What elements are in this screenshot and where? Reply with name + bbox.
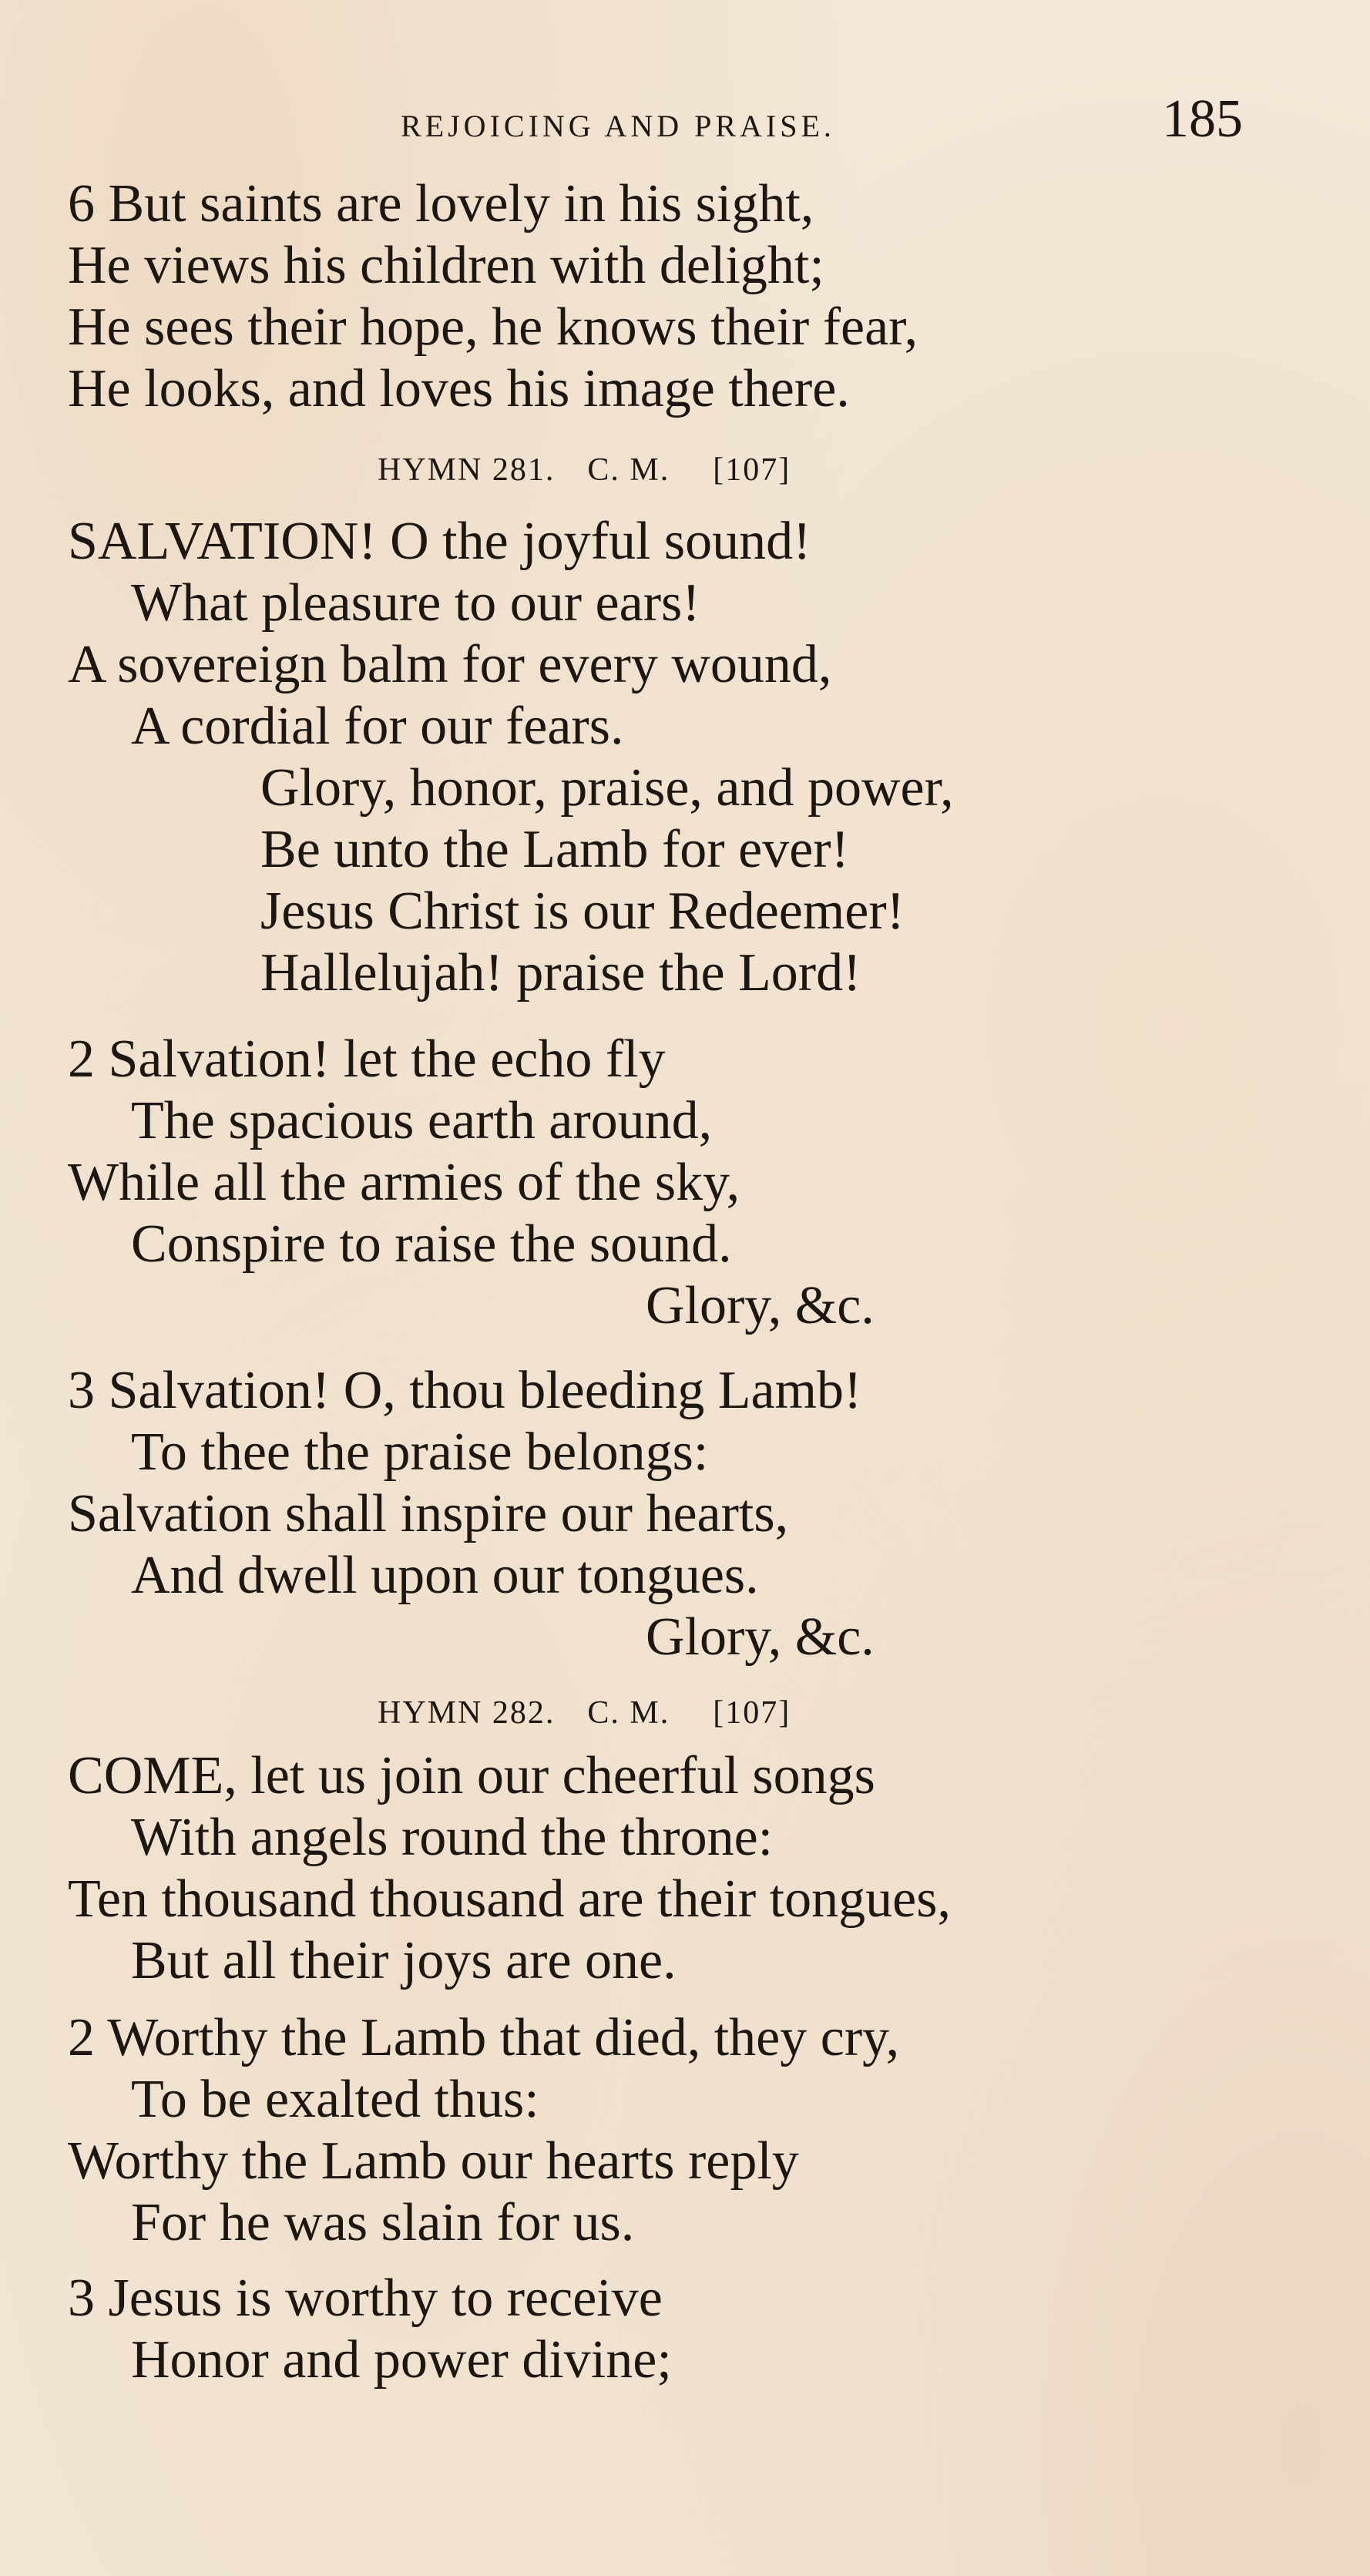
verse-line: While all the armies of the sky, bbox=[68, 1153, 740, 1212]
verse-line: To thee the praise belongs: bbox=[131, 1422, 709, 1482]
refrain-line: Glory, &c. bbox=[646, 1607, 875, 1667]
refrain-line: Glory, &c. bbox=[646, 1276, 875, 1335]
verse-line: 3 Jesus is worthy to receive bbox=[68, 2269, 663, 2328]
verse-line: What pleasure to our ears! bbox=[131, 573, 700, 633]
verse-line: He sees their hope, he knows their fear, bbox=[68, 297, 918, 357]
chorus-line: Hallelujah! praise the Lord! bbox=[260, 943, 861, 1003]
chorus-line: Be unto the Lamb for ever! bbox=[260, 820, 849, 879]
page-number: 185 bbox=[1162, 89, 1243, 149]
chorus-line: Jesus Christ is our Redeemer! bbox=[260, 882, 905, 941]
chorus-line: Glory, honor, praise, and power, bbox=[260, 758, 954, 818]
verse-line: For he was slain for us. bbox=[131, 2193, 635, 2252]
hymn-281-heading bbox=[378, 451, 791, 489]
verse-line: The spacious earth around, bbox=[131, 1091, 713, 1150]
hymn-tune: [107] bbox=[713, 1695, 791, 1731]
verse-line: With angels round the throne: bbox=[131, 1808, 774, 1867]
verse-line: Conspire to raise the sound. bbox=[131, 1214, 732, 1274]
verse-line: 6 But saints are lovely in his sight, bbox=[68, 174, 814, 233]
verse-line: Salvation shall inspire our hearts, bbox=[68, 1484, 789, 1543]
hymn-meter: C. M. bbox=[587, 452, 670, 488]
verse-line: And dwell upon our tongues. bbox=[131, 1546, 759, 1605]
hymn-tune: [107] bbox=[713, 452, 791, 488]
verse-line: He looks, and loves his image there. bbox=[68, 359, 850, 418]
verse-line: Ten thousand thousand are their tongues, bbox=[68, 1869, 951, 1929]
verse-line: Worthy the Lamb our hearts reply bbox=[68, 2131, 799, 2191]
verse-line: 2 Worthy the Lamb that died, they cry, bbox=[68, 2008, 900, 2067]
verse-line: SALVATION! O the joyful sound! bbox=[68, 512, 811, 571]
hymn-meter: C. M. bbox=[587, 1695, 670, 1731]
verse-line: COME, let us join our cheerful songs bbox=[68, 1746, 875, 1805]
verse-line: Honor and power divine; bbox=[131, 2330, 672, 2390]
verse-line: He views his children with delight; bbox=[68, 236, 824, 295]
running-title: REJOICING AND PRAISE. bbox=[401, 109, 835, 143]
hymn-number: HYMN 282. bbox=[378, 1695, 556, 1731]
verse-line: A sovereign balm for every wound, bbox=[68, 635, 832, 694]
verse-line: But all their joys are one. bbox=[131, 1931, 677, 1990]
hymn-number: HYMN 281. bbox=[378, 452, 556, 488]
verse-line: 2 Salvation! let the echo fly bbox=[68, 1029, 666, 1089]
verse-line: A cordial for our fears. bbox=[131, 697, 624, 756]
verse-line: To be exalted thus: bbox=[131, 2070, 539, 2129]
verse-line: 3 Salvation! O, thou bleeding Lamb! bbox=[68, 1361, 862, 1420]
hymn-282-heading bbox=[378, 1694, 791, 1732]
